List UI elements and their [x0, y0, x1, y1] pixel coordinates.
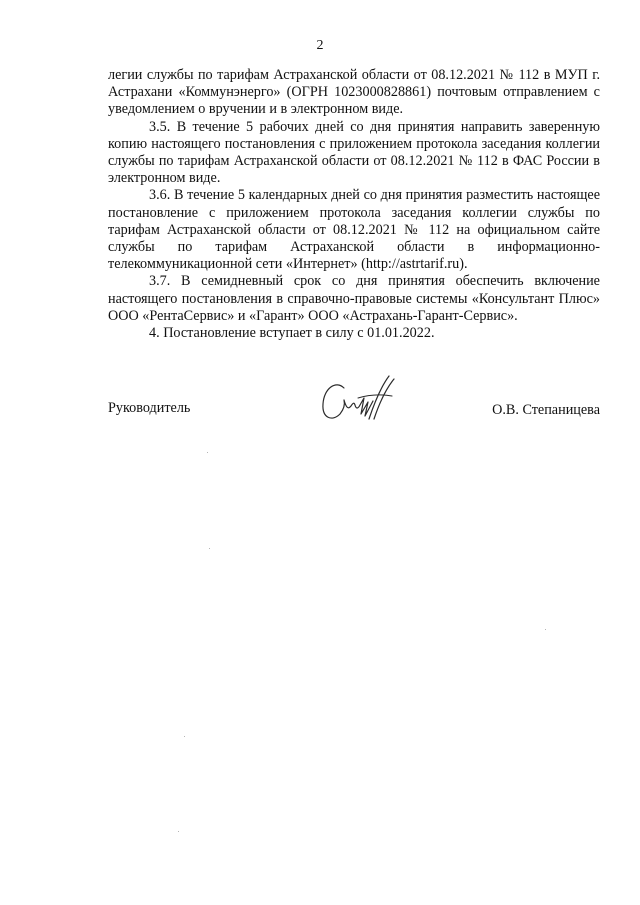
signatory-position: Руководитель [108, 400, 191, 416]
document-body [108, 67, 600, 342]
scan-speck [184, 736, 185, 737]
scan-speck [209, 548, 210, 549]
page-number: 2 [316, 38, 324, 53]
scan-speck [545, 629, 546, 630]
paragraph-3-5: 3.5. В течение 5 рабочих дней со дня принятия направить заверенную копию настоящего постановления с приложением протокола заседания коллегии службы по тарифам Астраханской области от 08.12.2021 № 112 в ФАС России в электронном виде. [108, 118, 600, 187]
handwritten-signature [318, 374, 398, 426]
paragraph-continuation: легии службы по тарифам Астраханской области от 08.12.2021 № 112 в МУП г. Астрахани «Коммунэнерго» (ОГРН 1023000828861) почтовым отправлением с уведомлением о вручении и в электронном виде. [108, 67, 600, 118]
paragraph-4: 4. Постановление вступает в силу с 01.01.2022. [149, 325, 435, 342]
scan-speck [178, 831, 179, 832]
paragraph-3-7: 3.7. В семидневный срок со дня принятия обеспечить включение настоящего постановления в справочно-правовые системы «Консультант Плюс» ООО «РентаСервис» и «Гарант» ООО «Астрахань-Гарант-Сервис». [108, 273, 600, 324]
paragraph-3-6: 3.6. В течение 5 календарных дней со дня принятия разместить настоящее постановление с приложением протокола заседания коллегии службы по тарифам Астраханской области от 08.12.2021 № 112 на официальном сайте службы по тарифам Астраханской области в информационно-телекоммуникационной сети «Интернет» (http://astrtarif.ru). [108, 187, 600, 273]
scan-speck [207, 452, 208, 453]
signatory-name: О.В. Степаницева [492, 402, 600, 418]
